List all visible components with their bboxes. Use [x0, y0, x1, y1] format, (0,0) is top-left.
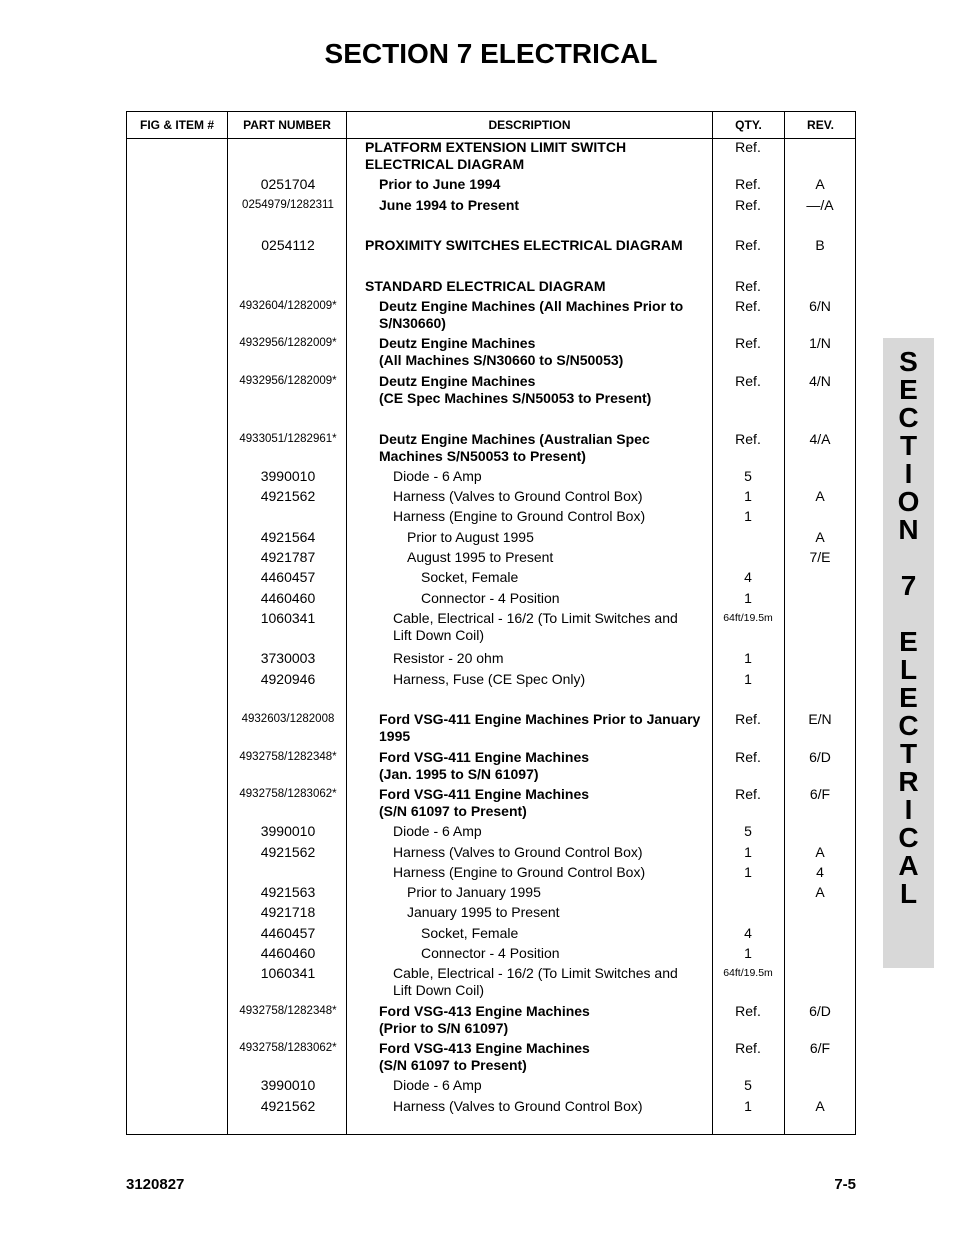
part-number-cell: 4932956/1282009*	[239, 375, 337, 387]
quantity-cell: 4	[744, 569, 752, 585]
revision-cell: 4/A	[809, 431, 831, 447]
part-number-cell: 0251704	[260, 176, 316, 192]
header-qty: QTY.	[735, 118, 762, 132]
side-tab-letter: N	[898, 514, 919, 545]
header-fig: FIG & ITEM #	[139, 118, 214, 132]
quantity-cell: 5	[744, 823, 752, 839]
side-tab-letter: I	[904, 794, 913, 825]
description-cell: Diode - 6 Amp	[393, 1077, 482, 1093]
quantity-cell: Ref.	[735, 373, 761, 389]
description-cell: Ford VSG-413 Engine Machines (S/N 61097 to Present)	[379, 1040, 590, 1073]
description-cell: Ford VSG-411 Engine Machines (Jan. 1995 to S/N 61097)	[379, 749, 590, 782]
description-cell: Prior to January 1995	[407, 884, 541, 900]
side-tab-letter: L	[899, 878, 918, 909]
part-number-cell: 0254112	[261, 237, 315, 253]
side-tab-letter: S	[899, 346, 918, 377]
part-number-cell: 4933051/1282961*	[239, 433, 337, 445]
side-tab-letter: E	[899, 374, 918, 405]
side-tab-letter	[883, 600, 934, 628]
description-cell: Ford VSG-411 Engine Machines Prior to January 1995	[379, 711, 701, 744]
description-cell: Prior to August 1995	[407, 529, 534, 545]
part-number-cell: 4920946	[260, 671, 316, 687]
revision-cell: A	[815, 176, 825, 192]
quantity-cell: 1	[744, 488, 752, 504]
column-divider	[784, 112, 785, 1134]
document-number: 3120827	[126, 1176, 185, 1193]
side-tab-letter: E	[899, 682, 918, 713]
part-number-cell: 1060341	[260, 965, 316, 981]
part-number-cell: 4460460	[260, 590, 316, 606]
description-cell: Prior to June 1994	[379, 176, 501, 192]
description-cell: Diode - 6 Amp	[393, 823, 482, 839]
description-cell: Connector - 4 Position	[421, 945, 560, 961]
revision-cell: 6/F	[809, 786, 831, 802]
part-number-cell: 4921563	[260, 884, 316, 900]
side-tab-letter: C	[898, 822, 919, 853]
side-tab-letter: 7	[900, 570, 917, 601]
side-tab-letter: A	[898, 850, 919, 881]
description-cell: PROXIMITY SWITCHES ELECTRICAL DIAGRAM	[365, 237, 683, 253]
description-cell: Harness (Engine to Ground Control Box)	[393, 864, 646, 880]
description-cell: Deutz Engine Machines (CE Spec Machines S/N50053 to Present)	[379, 373, 652, 406]
quantity-cell: 1	[744, 508, 752, 524]
description-cell: Socket, Female	[421, 925, 519, 941]
quantity-cell: 1	[744, 650, 752, 666]
part-number-cell: 4932758/1283062*	[239, 1042, 337, 1054]
part-number-cell: 4932603/1282008	[241, 713, 335, 725]
quantity-cell: Ref.	[735, 139, 761, 155]
part-number-cell: 4921562	[260, 844, 316, 860]
revision-cell: 6/F	[809, 1040, 831, 1056]
quantity-cell: Ref.	[735, 176, 761, 192]
revision-cell: —/A	[806, 197, 834, 213]
side-tab-letter: I	[904, 458, 913, 489]
description-cell: Deutz Engine Machines (All Machines Prior to S/N30660)	[379, 298, 684, 331]
side-tab-letter: T	[899, 430, 918, 461]
quantity-cell: 1	[744, 590, 752, 606]
revision-cell: A	[815, 1098, 825, 1114]
quantity-cell: 5	[744, 1077, 752, 1093]
description-cell: Harness (Valves to Ground Control Box)	[393, 488, 643, 504]
part-number-cell: 4921562	[260, 488, 316, 504]
part-number-cell: 4921562	[260, 1098, 316, 1114]
side-tab-letter: R	[898, 766, 919, 797]
part-number-cell: 4921787	[260, 549, 316, 565]
quantity-cell: 64ft/19.5m	[723, 967, 773, 979]
description-cell: Diode - 6 Amp	[393, 468, 482, 484]
revision-cell: 6/D	[809, 749, 831, 765]
quantity-cell: Ref.	[735, 298, 761, 314]
description-cell: PLATFORM EXTENSION LIMIT SWITCH ELECTRICAL DIAGRAM	[365, 139, 627, 172]
column-divider	[227, 112, 228, 1134]
description-cell: Ford VSG-413 Engine Machines (Prior to S/N 61097)	[379, 1003, 590, 1036]
quantity-cell: 64ft/19.5m	[723, 612, 773, 624]
description-cell: Deutz Engine Machines (Australian Spec Machines S/N50053 to Present)	[379, 431, 650, 464]
part-number-cell: 1060341	[260, 610, 316, 626]
part-number-cell: 4932956/1282009*	[239, 337, 337, 349]
part-number-cell: 0254979/1282311	[242, 199, 334, 211]
quantity-cell: Ref.	[735, 749, 761, 765]
revision-cell: 4/N	[809, 373, 831, 389]
quantity-cell: 1	[744, 945, 752, 961]
quantity-cell: 1	[744, 844, 752, 860]
quantity-cell: Ref.	[735, 786, 761, 802]
part-number-cell: 3990010	[260, 468, 316, 484]
revision-cell: A	[815, 488, 825, 504]
revision-cell: A	[815, 884, 825, 900]
revision-cell: 1/N	[809, 335, 831, 351]
quantity-cell: Ref.	[735, 278, 761, 294]
parts-table	[126, 111, 856, 1135]
quantity-cell: Ref.	[735, 197, 761, 213]
description-cell: Cable, Electrical - 16/2 (To Limit Switches and Lift Down Coil)	[393, 965, 678, 998]
side-tab-letter: O	[897, 486, 920, 517]
description-cell: Harness (Engine to Ground Control Box)	[393, 508, 646, 524]
revision-cell: 7/E	[809, 549, 831, 565]
description-cell: Harness (Valves to Ground Control Box)	[393, 1098, 643, 1114]
quantity-cell: 5	[744, 468, 752, 484]
description-cell: Socket, Female	[421, 569, 519, 585]
quantity-cell: Ref.	[735, 711, 761, 727]
side-tab-letter: C	[898, 402, 919, 433]
part-number-cell: 4921564	[260, 529, 316, 545]
quantity-cell: 1	[744, 864, 752, 880]
part-number-cell: 3990010	[260, 1077, 316, 1093]
side-tab-letter: E	[899, 626, 918, 657]
description-cell: Harness, Fuse (CE Spec Only)	[393, 671, 586, 687]
page-number: 7-5	[834, 1176, 856, 1193]
quantity-cell: Ref.	[735, 237, 761, 253]
revision-cell: A	[815, 844, 825, 860]
description-cell: Resistor - 20 ohm	[393, 650, 504, 666]
revision-cell: 6/N	[809, 298, 831, 314]
description-cell: Deutz Engine Machines (All Machines S/N30660 to S/N50053)	[379, 335, 624, 368]
part-number-cell: 4460460	[260, 945, 316, 961]
quantity-cell: Ref.	[735, 1003, 761, 1019]
part-number-cell: 4460457	[260, 569, 316, 585]
revision-cell: 6/D	[809, 1003, 831, 1019]
revision-cell: E/N	[808, 711, 832, 727]
part-number-cell: 3730003	[260, 650, 316, 666]
side-tab-letter: T	[899, 738, 918, 769]
description-cell: Connector - 4 Position	[421, 590, 560, 606]
part-number-cell: 4932758/1282348*	[239, 751, 337, 763]
description-cell: Ford VSG-411 Engine Machines (S/N 61097 to Present)	[379, 786, 590, 819]
side-tab-letter	[883, 544, 934, 572]
part-number-cell: 3990010	[260, 823, 316, 839]
quantity-cell: 1	[744, 1098, 752, 1114]
section-side-tab	[883, 338, 934, 968]
description-cell: Cable, Electrical - 16/2 (To Limit Switches and Lift Down Coil)	[393, 610, 678, 643]
quantity-cell: 1	[744, 671, 752, 687]
revision-cell: B	[815, 237, 825, 253]
description-cell: June 1994 to Present	[379, 197, 520, 213]
description-cell: August 1995 to Present	[407, 549, 554, 565]
quantity-cell: Ref.	[735, 431, 761, 447]
page-title: SECTION 7 ELECTRICAL	[324, 38, 658, 69]
quantity-cell: Ref.	[735, 335, 761, 351]
quantity-cell: Ref.	[735, 1040, 761, 1056]
part-number-cell: 4932604/1282009*	[239, 300, 337, 312]
description-cell: STANDARD ELECTRICAL DIAGRAM	[365, 278, 606, 294]
part-number-cell: 4460457	[260, 925, 316, 941]
side-tab-letter: C	[898, 710, 919, 741]
description-cell: January 1995 to Present	[407, 904, 560, 920]
side-tab-letter: L	[899, 654, 918, 685]
part-number-cell: 4921718	[260, 904, 316, 920]
header-description: DESCRIPTION	[488, 118, 571, 132]
quantity-cell: 4	[744, 925, 752, 941]
revision-cell: 4	[816, 864, 824, 880]
part-number-cell: 4932758/1283062*	[239, 788, 337, 800]
revision-cell: A	[815, 529, 825, 545]
header-part-number: PART NUMBER	[243, 118, 331, 132]
part-number-cell: 4932758/1282348*	[239, 1005, 337, 1017]
description-cell: Harness (Valves to Ground Control Box)	[393, 844, 643, 860]
header-rev: REV.	[807, 118, 834, 132]
